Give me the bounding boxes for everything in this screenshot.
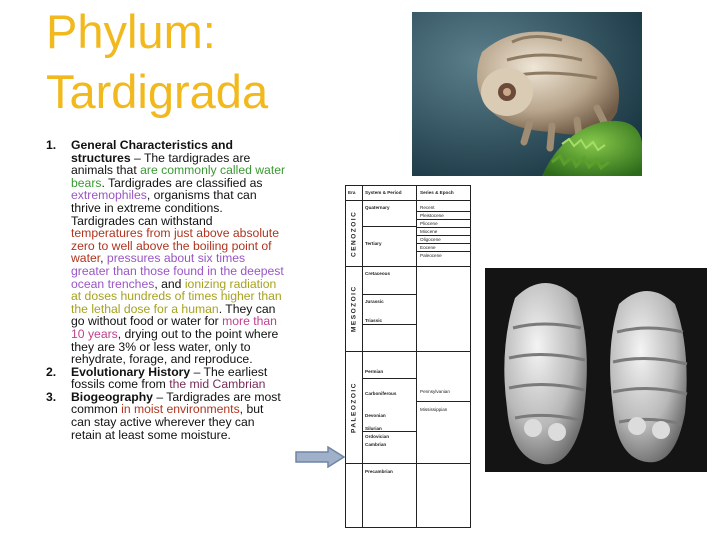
tardigrade-photo bbox=[412, 12, 642, 176]
period: Silurian bbox=[365, 426, 382, 431]
item-highlight: are commonly called water bears bbox=[71, 163, 286, 190]
geologic-timescale bbox=[345, 185, 471, 528]
item-number: 2. bbox=[46, 364, 57, 379]
period: Precambrian bbox=[365, 469, 393, 474]
epoch: Recent bbox=[420, 205, 435, 210]
period: Tertiary bbox=[365, 241, 382, 246]
epoch: Mississippian bbox=[420, 407, 448, 412]
item-text: – The tardigrades are animals that bbox=[71, 150, 251, 178]
tardigrade-sem-image bbox=[485, 268, 707, 472]
period: Cambrian bbox=[365, 442, 387, 447]
epoch: Eocene bbox=[420, 245, 436, 250]
epoch: Miocene bbox=[420, 229, 438, 234]
slide-title bbox=[46, 2, 346, 122]
item-number: 3. bbox=[46, 389, 57, 404]
item-text: , drying out to the point where they are 3% or less water, only to rehydrate, forage, and reproduce. bbox=[71, 326, 279, 367]
period: Carboniferous bbox=[365, 391, 397, 396]
item-number: 1. bbox=[46, 138, 57, 152]
item-heading: Evolutionary History bbox=[71, 364, 191, 379]
item-text: , bbox=[100, 251, 107, 266]
title-line-2: Tardigrada bbox=[46, 65, 269, 118]
header-period: System & Period bbox=[365, 190, 402, 195]
title-line-1: Phylum: bbox=[46, 5, 216, 58]
epoch: Oligocene bbox=[420, 237, 441, 242]
item-highlight: extremophiles bbox=[71, 188, 147, 203]
header-epoch: Series & Epoch bbox=[420, 190, 454, 195]
arrow-icon bbox=[294, 446, 346, 473]
period: Quaternary bbox=[365, 205, 390, 210]
period: Cretaceous bbox=[365, 271, 391, 276]
period: Triassic bbox=[365, 318, 383, 323]
epoch: Pliocene bbox=[420, 221, 438, 226]
epoch: Paleocene bbox=[420, 253, 442, 258]
period: Permian bbox=[365, 369, 384, 374]
item-text: , but can stay active wherever they can retain at least some moisture. bbox=[71, 402, 264, 442]
list-item bbox=[46, 139, 286, 366]
header-era: Era bbox=[348, 190, 356, 195]
item-highlight: ionizing radiation at doses hundreds of times higher than the lethal dose for a human bbox=[71, 276, 282, 316]
period: Ordovician bbox=[365, 434, 389, 439]
list-item bbox=[46, 366, 286, 391]
period: Jurassic bbox=[365, 299, 384, 304]
epoch: Pleistocene bbox=[420, 213, 444, 218]
characteristics-list bbox=[46, 139, 286, 441]
item-heading: Biogeography bbox=[71, 389, 153, 404]
item-text: , organisms that can thrive in extreme conditions. Tardigrades can withstand bbox=[71, 188, 257, 228]
era-cenozoic: CENOZOIC bbox=[350, 210, 358, 257]
item-highlight: in moist environments bbox=[121, 402, 240, 417]
list-item bbox=[46, 391, 286, 441]
item-text: – The earliest fossils come from bbox=[71, 364, 268, 392]
epoch: Pennsylvanian bbox=[420, 389, 450, 394]
item-text: , and bbox=[154, 276, 185, 291]
item-text: . They can go without food or water for bbox=[71, 301, 276, 329]
item-heading: General Characteristics and structures bbox=[71, 138, 233, 165]
item-highlight: the mid Cambrian bbox=[169, 377, 266, 392]
item-text: – Tardigrades are most common bbox=[71, 389, 281, 417]
item-highlight: pressures about six times greater than those found in the deepest ocean trenches bbox=[71, 251, 284, 291]
era-mesozoic: MESOZOIC bbox=[350, 285, 358, 333]
item-highlight: more than 10 years bbox=[71, 314, 277, 341]
era-paleozoic: PALEOZOIC bbox=[350, 382, 358, 433]
period: Devonian bbox=[365, 413, 386, 418]
item-highlight: temperatures from just above absolute zero to well above the boiling point of water bbox=[71, 226, 279, 266]
item-text: . Tardigrades are classified as bbox=[101, 175, 263, 190]
